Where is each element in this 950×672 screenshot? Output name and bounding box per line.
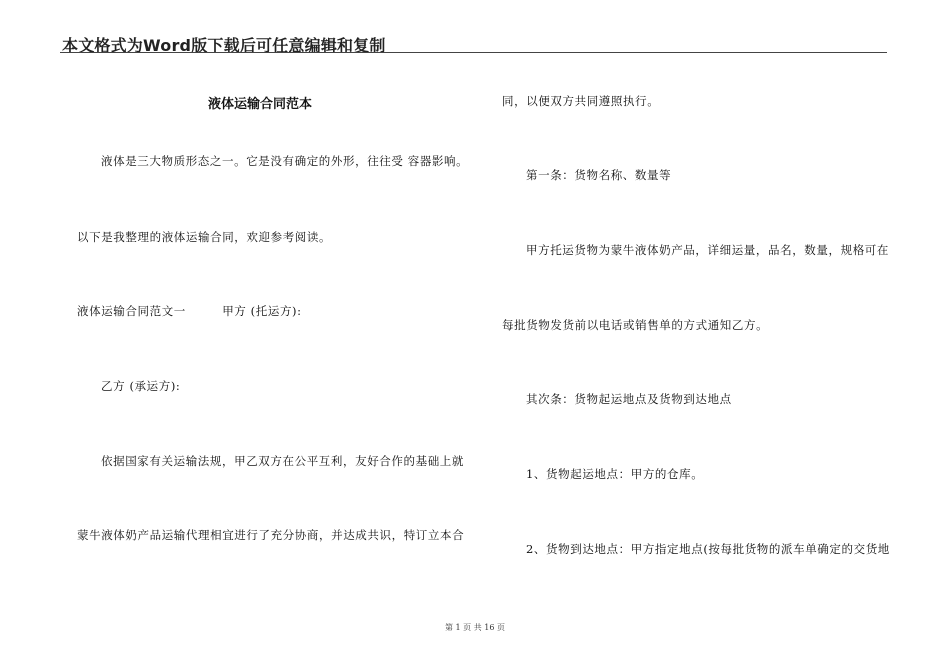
document-header: 本文格式为Word版下载后可任意编辑和复制 — [62, 36, 386, 55]
right-paragraph: 甲方托运货物为蒙牛液体奶产品，详细运量，品名，数量，规格可在 — [526, 243, 889, 257]
document-title: 液体运输合同范本 — [208, 97, 313, 112]
right-paragraph: 第一条：货物名称、数量等 — [526, 168, 672, 182]
left-paragraph: 依据国家有关运输法规，甲乙双方在公平互利，友好合作的基础上就 — [101, 454, 464, 468]
left-paragraph: 液体运输合同范文一 甲方 (托运方): — [77, 304, 302, 318]
left-paragraph: 以下是我整理的液体运输合同，欢迎参考阅读。 — [77, 230, 332, 244]
left-paragraph: 乙方 (承运方): — [101, 379, 181, 393]
left-paragraph: 液体是三大物质形态之一。它是没有确定的外形，往往受 容器影响。 — [101, 154, 469, 168]
right-paragraph: 2、货物到达地点：甲方指定地点(按每批货物的派车单确定的交货地 — [526, 542, 890, 556]
right-paragraph: 其次条：货物起运地点及货物到达地点 — [526, 392, 732, 406]
right-paragraph: 同，以便双方共同遵照执行。 — [502, 94, 660, 108]
left-paragraph: 蒙牛液体奶产品运输代理相宜进行了充分协商，并达成共识，特订立本合 — [77, 528, 465, 542]
right-paragraph: 每批货物发货前以电话或销售单的方式通知乙方。 — [502, 318, 769, 332]
header-divider — [60, 52, 887, 53]
page-number: 第 1 页 共 16 页 — [445, 623, 505, 632]
right-paragraph: 1、货物起运地点：甲方的仓库。 — [526, 467, 704, 481]
